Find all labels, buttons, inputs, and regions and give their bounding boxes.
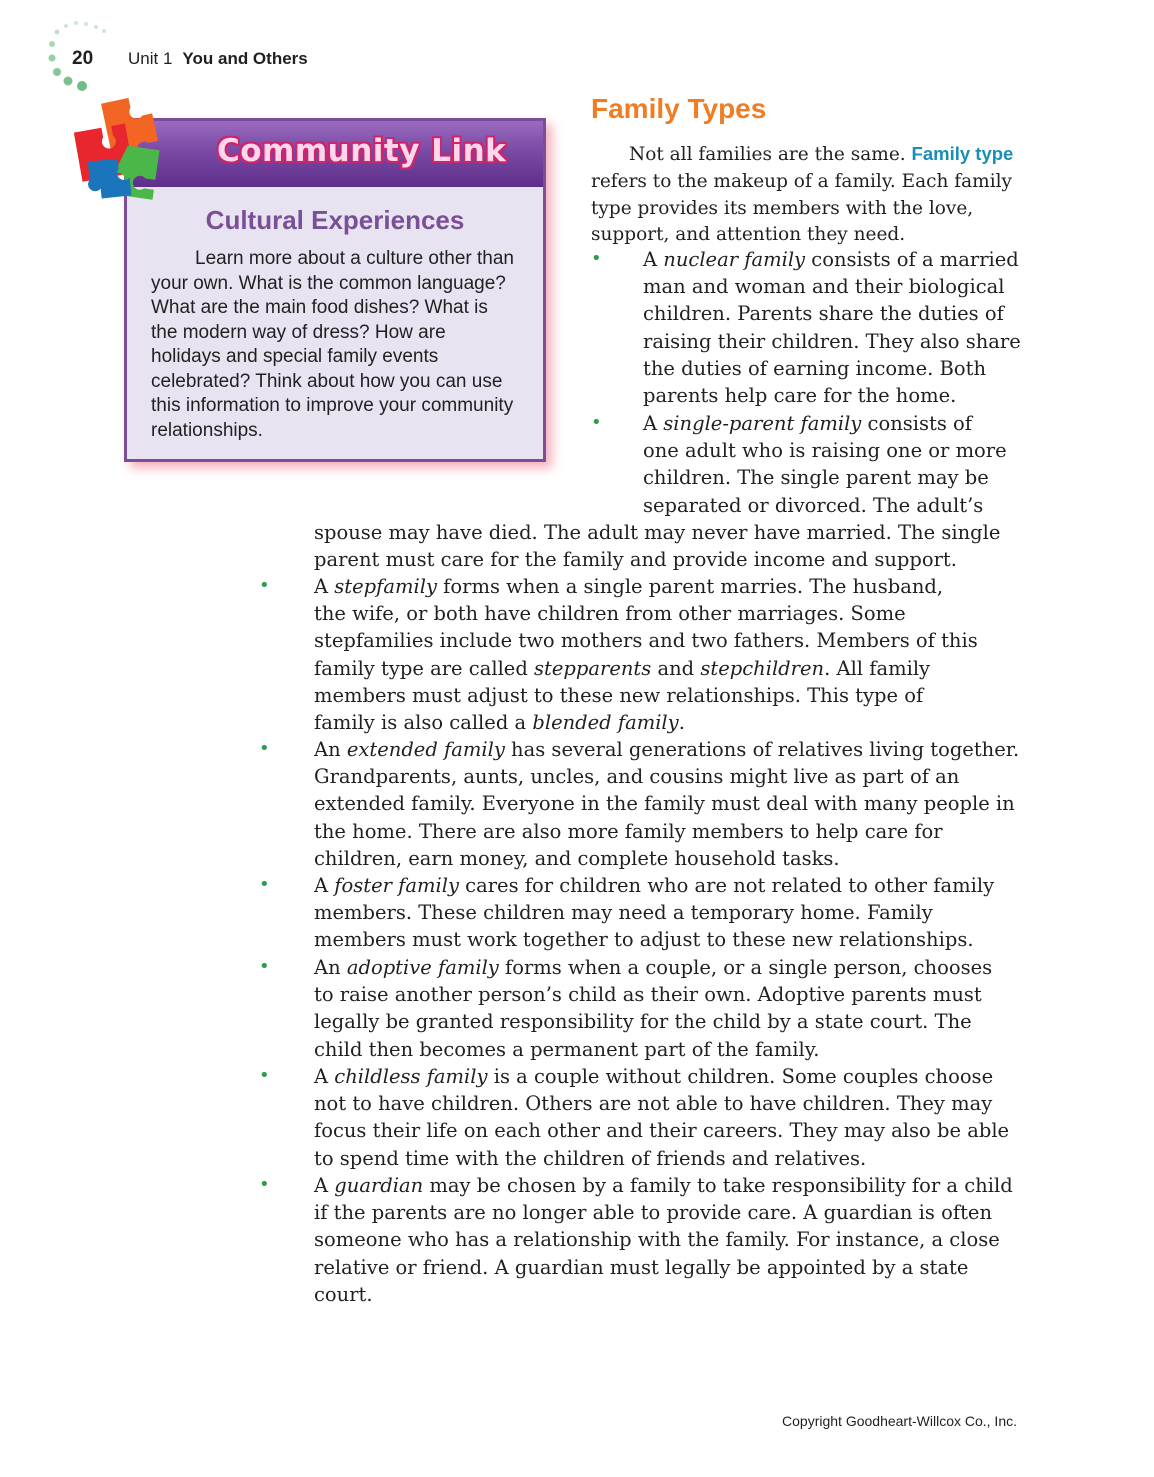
bullet-icon: • [259, 956, 270, 977]
sidebar-heading: Cultural Experiences [205, 205, 465, 235]
list-item-foster-family: A foster family cares for children who are not related to other family members. These children may need a temporary home. Family members must work together to adjust to these new relationships. [314, 874, 995, 952]
list-item-guardian: A guardian may be chosen by a family to take responsibility for a child if the parents are no longer able to provide care. A guardian is often someone who has a relationship with the family. For instance, a close relative or friend. A guardian must legally be appointed by a state court. [314, 1174, 1013, 1306]
list-item-single-parent-family: A single-parent family consists of one adult who is raising one or more children. The single parent may be separated or divorced. The adult’s [643, 412, 1007, 517]
puzzle-pieces-icon [72, 94, 180, 204]
community-link-box [124, 118, 546, 462]
list-item-extended-family: An extended family has several generations of relatives living together. Grandparents, aunts, uncles, and cousins might live as part of an extended family. Everyone in the family must deal with many people in the home. There are also more family members to help care for children, earn money, and complete household tasks. [314, 738, 1020, 870]
bullet-icon: • [259, 1065, 270, 1086]
bullet-icon: • [591, 248, 602, 269]
intro-paragraph: Not all families are the same. Family type refers to the makeup of a family. Each family type provides its members with the love, support, and attention they need. [591, 143, 1014, 246]
bullet-icon: • [259, 1174, 270, 1195]
list-item-stepfamily: A stepfamily forms when a single parent marries. The husband, the wife, or both have children from other marriages. Some stepfamilies include two mothers and two fathers. Members of this family type are called stepparents and stepchildren. All family members must adjust to these new relationships. This type of family is also called a blended family. [314, 575, 978, 735]
bullet-icon: • [259, 575, 270, 596]
copyright-footer: Copyright Goodheart-Willcox Co., Inc. [782, 1413, 1017, 1429]
sidebar-body: Learn more about a culture other than your own. What is the common language? What are the main food dishes? What is the modern way of dress? How are holidays and special family events celebrated? Think about how you can use this information to improve your community relationships. [151, 248, 514, 441]
bullet-icon: • [259, 874, 270, 895]
running-header [128, 49, 308, 69]
bullet-icon: • [259, 738, 270, 759]
community-link-title: Community Link [217, 133, 507, 169]
unit-title: You and Others [182, 49, 308, 68]
key-term: Family type [911, 143, 1014, 164]
page-number: 20 [72, 48, 94, 69]
list-item-childless-family: A childless family is a couple without children. Some couples choose not to have children. Others are not able to have children. They may focus their life on each other and their careers. They may also be able to spend time with the children of friends and relatives. [314, 1065, 1010, 1170]
list-item-adoptive-family: An adoptive family forms when a couple, or a single person, chooses to raise another person’s child as their own. Adoptive parents must legally be granted responsibility for the child by a state court. The child then becomes a permanent part of the family. [314, 956, 993, 1061]
bullet-icon: • [591, 412, 602, 433]
section-title: Family Types [591, 93, 767, 124]
unit-label: Unit 1 [128, 49, 173, 68]
community-link-banner [127, 121, 543, 187]
list-item-single-parent-continued: spouse may have died. The adult may never have married. The single parent must care for the family and provide income and support. [314, 521, 1001, 572]
list-item-nuclear-family: A nuclear family consists of a married man and woman and their biological children. Parents share the duties of raising their children. They also share the duties of earning income. Both parents help care for the home. [643, 248, 1021, 408]
